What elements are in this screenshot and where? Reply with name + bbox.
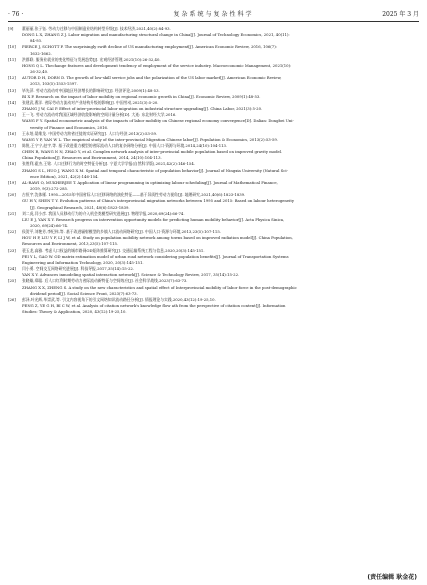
- reference-line: 张建武,曹洋. 省际劳动力流动对产业结构升级的影响[J]. 中国劳动,2021(3):5-20.: [22, 99, 159, 105]
- reference-item: [8, 100, 419, 112]
- reference-line: China Population[J]. Resources and Environment, 2014, 24(10):104-113.: [22, 155, 162, 161]
- reference-number: [25]: [8, 278, 16, 284]
- reference-line: CHEN R, WANG N N, ZHAO Y, et al. Complex network analysis of inter-provincial mobile population based on improved gravity model.: [22, 149, 283, 155]
- reference-item: [8, 143, 419, 161]
- reference-line: 2019, 9(3):272-285.: [30, 186, 69, 192]
- page-number: · 76 ·: [8, 11, 24, 18]
- reference-number: [22]: [8, 229, 16, 235]
- reference-line: 84-93.: [30, 38, 43, 44]
- reference-line: 2020, 69(24):66-74.: [30, 223, 69, 228]
- reference-line: WANG Y P, YAN W L. The empirical study of the inter-provincial Migration Chinese labor[J]. Population & Economics, 2013(2):53-59.: [22, 136, 278, 142]
- reference-line: 陈锐,王宁宁,赵宇,等. 基于改进重力模型的省际流动人口的复杂网络分析[J]. 中国人口·资源与环境,2014,24(10):104-113.: [22, 142, 228, 148]
- reference-line: Engineering and Information Technology, 2020, 20(3):145-151.: [22, 259, 144, 265]
- reference-line: Studies: Theory & Application, 2020, 43(12):19-25,10.: [22, 309, 127, 315]
- reference-line: versity of Finance and Economics, 2016.: [30, 124, 109, 130]
- issue-date: 2025 年 3 月: [382, 11, 419, 18]
- reference-list: [8, 26, 419, 315]
- reference-line: 刘二虎,闫小彦. 我国人员移动行为的介入机会类模型研究进展[J]. 物理学报,2020,69(24):66-74.: [22, 210, 185, 216]
- reference-number: [12]: [8, 75, 16, 81]
- reference-number: [20]: [8, 192, 16, 198]
- reference-line: 闫小勇. 空间交互网络研究进展[J]. 科技导报,2017,35(14):15-22.: [22, 266, 134, 272]
- reference-line: 洪群联. 服务业就业的变化特征与发展趋势[J]. 宏观经济管理,2021(10):26-32,40.: [22, 56, 161, 62]
- reference-line: dividend period[J]. Social Science Front, 2023(7):63-73.: [30, 290, 138, 296]
- reference-line: 2013, 103(5):1553-1597.: [30, 81, 78, 87]
- reference-number: [10]: [8, 44, 16, 50]
- reference-item: [8, 266, 419, 278]
- reference-number: [19]: [8, 179, 16, 185]
- responsible-editor: (责任编辑 耿金花): [367, 574, 417, 581]
- reference-number: [18]: [8, 161, 16, 167]
- reference-line: 1632-1662.: [30, 50, 52, 56]
- reference-line: 裴玉龙,高雅. 考虑人口权益的城市路网OD矩阵推算研究[J]. 交通运输系统工程与信息,2020,20(3):145-151.: [22, 247, 205, 253]
- reference-line: PEI Y L, GAO W. OD matrix estimation model of urban road network considering population benefits[J]. Journal of Transportation Systems: [22, 253, 289, 259]
- reference-item: [8, 131, 419, 143]
- reference-item: [8, 278, 419, 296]
- reference-line: AL-RAWI O, MUKHERJEE T. Application of linear programming in optimizing labour scheduling[J]. Journal of Mathematical Finance,: [22, 179, 278, 185]
- reference-line: YAN X Y. Advances inmodeling spatial interaction network[J]. Science & Technology Review, 2017, 35(14):15-22.: [22, 272, 240, 278]
- reference-line: [J]. Geographical Research, 2021, 40(6):1823-1839.: [30, 204, 130, 210]
- reference-line: BI X P. Research on the impact of labor mobility on regional economic growth in China[J]. Economic Review, 2009(1):48-53.: [22, 93, 261, 99]
- reference-line: 彭泽,叶光辉,毕崇武,等. 引文内容视角下的引文网络知识流动路径分析[J]. 情报理论与实践,2020,43(12):19-25,10.: [22, 296, 216, 302]
- reference-item: [8, 75, 419, 87]
- reference-item: [8, 248, 419, 266]
- reference-line: 王一飞. 劳动力流动对我国区域经济收敛影响的空间计量分析[D]. 大连: 东北财经大学,2016.: [22, 112, 177, 118]
- reference-line: 王永培,晏维龙. 中国劳动力跨省迁徙的实证研究[J]. 人口与经济,2013(2):53-59.: [22, 130, 158, 136]
- reference-number: [21]: [8, 210, 16, 216]
- reference-number: [17]: [8, 142, 16, 148]
- reference-line: 侯贺平,刘艳芳,李纪伟,等. 基于改进辐射模型的乡镇人口流动网络研究[J]. 中国人口·资源与环境,2013,23(5):107-115.: [22, 229, 221, 235]
- reference-number: [26]: [8, 296, 16, 302]
- reference-number: [14]: [8, 99, 16, 105]
- reference-number: [23]: [8, 247, 16, 253]
- reference-line: DONG L X, ZHANG Z J. Labor migration and manufacturing structural change in China[J]. Journal of Technology Economics, 2021, 40(11):: [22, 32, 290, 38]
- reference-line: 毕先萍. 劳动力流动对中国地区经济增长的影响研究[J]. 经济评论,2009(1):48-53.: [22, 87, 160, 93]
- reference-item: [8, 229, 419, 247]
- reference-number: [13]: [8, 87, 16, 93]
- reference-line: ence Edition), 2021, 42(2):146-154.: [30, 173, 99, 179]
- reference-item: [8, 180, 419, 192]
- reference-number: [9]: [8, 26, 14, 31]
- reference-item: [8, 192, 419, 210]
- reference-item: [8, 57, 419, 75]
- reference-line: LIU E J, YAN X Y. Research progress on intervention opportunity models for predicting human mobility behavior[J]. Acta Physica Sinica,: [22, 216, 285, 222]
- reference-item: [8, 88, 419, 100]
- reference-line: AUTOR D H, DORN D. The growth of low-skill service jobs and the polarization of the US labor market[J]. American Economic Review,: [22, 75, 282, 81]
- reference-line: ZHANG X X, ZHENG S. A study on the new characteristics and spatial effect of Interprovincial mobility of labor force in the post-demographic: [22, 284, 297, 290]
- reference-line: PIERCE J, SCHOTT P. The surprisingly swift decline of US manufacturing employment[J]. American Economic Review, 2016, 106(7):: [22, 44, 277, 50]
- reference-item: [8, 112, 419, 130]
- journal-title: 复杂系统与复杂性科学: [173, 11, 254, 18]
- reference-line: HOU H P, LIU Y F, LI J W, et al. Study on population mobility network among towns based on improved radiation model[J]. China Population,: [22, 235, 293, 241]
- reference-line: 26-32,40.: [30, 69, 49, 75]
- reference-line: 张胜利,霍杰,王铭. 人口迁移行为的时空特征分析[J]. 宁夏大学学报(自然科学版),2021,42(2):146-154.: [22, 161, 195, 167]
- reference-line: ZHANG J W, CAI P. Effect of inter-provincial labor migration on industrial structure upgrading[J]. China Labor, 2021(3):5-20.: [22, 106, 263, 112]
- reference-item: [8, 44, 419, 56]
- reference-number: [24]: [8, 266, 16, 272]
- reference-item: [8, 211, 419, 229]
- reference-item: [8, 161, 419, 179]
- reference-line: 张晓雄,郑聪. 后人口红利时期劳动力省际流动新特征与空间效应[J]. 社会科学战线,2023(7):63-73.: [22, 278, 188, 284]
- reference-line: 古恒宇,沈体雁. 1995—2015年中国省际人口迁移网络的演化特征——基于异质性劳动力视角[J]. 地理研究,2021,40(6):1823-1839.: [22, 192, 246, 198]
- reference-line: GU H Y, SHEN T Y. Evolution patterns of China's interprovincial migration networks between 1995 and 2015: Based on labour heterogeneity: [22, 198, 295, 204]
- reference-line: WANG F Y. Spatial econometric analysis of the impacts of labor mobility on Chinese regional economy convergence[D]. Dalian: Dongbei Uni-: [22, 118, 294, 124]
- page-header: [8, 9, 419, 22]
- reference-line: 董丽丽,张子钰. 劳动力迁移与中国制造业结构转型升级[J]. 技术经济,2021,40(2):84-93.: [22, 26, 171, 31]
- reference-line: ZHANG S L, HUO J, WANG X M. Spatial and temporal characteristic of population behavior[J]. Journal of Ningxia University (Natural Sci-: [22, 167, 288, 173]
- reference-number: [11]: [8, 56, 16, 62]
- reference-item: [8, 26, 419, 44]
- reference-number: [15]: [8, 112, 16, 118]
- reference-line: PENG Z, YE G H, BI C W, et al. Analysis of citation network's knowledge flow ath from the perspective of citation content[J]. Information: [22, 303, 286, 309]
- reference-line: Resources and Environment, 2013,23(5):107-115.: [22, 241, 119, 247]
- reference-number: [16]: [8, 130, 16, 136]
- reference-item: [8, 297, 419, 315]
- reference-line: HONG Q L. Thechange features and development tendency of employment of the service industry. Macroeconomic Management, 2021(10):: [22, 62, 292, 68]
